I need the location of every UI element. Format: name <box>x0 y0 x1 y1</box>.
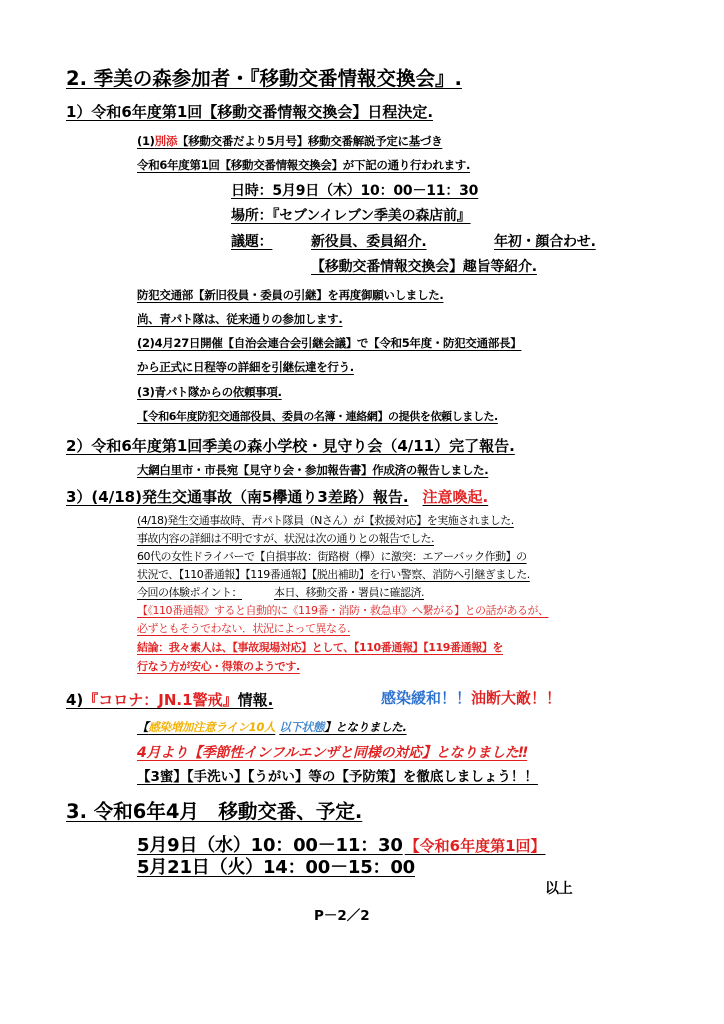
bracket-close: 】となりました. <box>324 720 407 734</box>
subsection2-line1: 大網白里市・市長宛【見守り会・参加報告書】作成済の報告しました. <box>137 463 489 477</box>
accident-line2: 事故内容の詳細は不明ですが、状況は次の通りとの報告でした. <box>137 532 434 545</box>
meeting-date: 日時：5月9日（木）10：00－11：30 <box>231 183 479 199</box>
schedule-note-1: 【令和6年度第1回】 <box>404 837 546 855</box>
covid-line2: 4月より【季節性インフルエンザと同様の対応】となりました‼ <box>137 745 528 761</box>
accident-line4: 状況で、【110番通報】【119番通報】【脱出補助】を行い警察、消防へ引継ぎました. <box>137 568 530 581</box>
accident-conclusion-2: 行なう方が安心・得策のようです. <box>137 660 300 673</box>
agenda-item-1: 新役員、委員紹介. <box>311 234 427 250</box>
subsection1-line1 <box>137 135 442 148</box>
closing-text: 以上 <box>545 881 573 897</box>
heading-rest: 情報. <box>237 691 274 709</box>
subsection1-line6: から正式に日程等の詳細を引継伝達を行う. <box>137 360 354 374</box>
confirmed-note: 本日、移動交番・署員に確認済. <box>274 586 424 599</box>
infection-easing: 感染緩和！！ <box>381 689 472 707</box>
heading-prefix: 4) <box>66 691 84 709</box>
section3-title: 3. 令和6年4月 移動交番、予定. <box>66 800 363 823</box>
schedule-date-1: 5月9日（水）10：00－11：30 <box>137 835 403 856</box>
schedule-item-2: 5月21日（火）14：00－15：00 <box>137 857 415 878</box>
subsection1-line8: 【令和6年度防犯交通部役員、委員の名簿・連絡網】の提供を依頼しました. <box>137 410 498 423</box>
subsection1-heading: 1）令和6年度第1回【移動交番情報交換会】日程決定. <box>66 103 434 121</box>
bracket-open: 【 <box>137 720 149 734</box>
accident-heading: 3）(4/18)発生交通事故（南5欅通り3差路）報告. <box>66 488 409 506</box>
covid-warning: 『コロナ：JN.1警戒』 <box>83 691 238 709</box>
infection-notice <box>381 690 561 707</box>
page-number: P－2／2 <box>314 908 370 924</box>
stay-alert: 油断大敵！！ <box>471 689 562 707</box>
accident-line1: (4/18)発生交通事故時、青パト隊員（Nさん）が【救援対応】を実施されました. <box>137 514 514 527</box>
below-level-label: 以下状態 <box>279 720 325 734</box>
accident-line6: 【《110番通報》すると自動的に《119番・消防・救急車》へ繋がる】との話があるが、 <box>137 604 549 617</box>
covid-line3: 【3蜜】【手洗い】【うがい】等の【予防策】を徹底しましょう！！ <box>137 769 538 785</box>
subsection1-line3: 防犯交通部【新旧役員・委員の引継】を再度御願いしました. <box>137 288 444 302</box>
subsection3-heading <box>66 489 488 506</box>
covid-line1 <box>137 721 407 734</box>
agenda-item-3: 【移動交番情報交換会】趣旨等紹介. <box>311 259 537 275</box>
line1-prefix: (1) <box>137 134 155 148</box>
schedule-item-1 <box>137 836 546 857</box>
subsection2-heading: 2）令和6年度第1回季美の森小学校・見守り会（4/11）完了報告. <box>66 437 515 455</box>
experience-point: 今回の体験ポイント： <box>137 586 242 599</box>
subsection4-heading <box>66 692 273 709</box>
attachment-label: 別添 <box>154 134 178 148</box>
subsection1-line7: (3)青パト隊からの依頼事項. <box>137 385 282 399</box>
subsection1-line2: 令和6年度第1回【移動交番情報交換会】が下記の通り行われます. <box>137 158 471 172</box>
agenda-label: 議題： <box>231 234 273 250</box>
accident-line3: 60代の女性ドライバーで【自損事故：街路樹（欅）に激突：エアーバック作動】の <box>137 550 527 563</box>
agenda-item-2: 年初・顔合わせ. <box>494 234 596 250</box>
section2-title: 2. 季美の森参加者・『移動交番情報交換会』. <box>66 67 462 90</box>
subsection1-line5: (2)4月27日開催【自治会連合会引継会議】で【令和5年度・防犯交通部長】 <box>137 336 522 350</box>
subsection1-line4: 尚、青パト隊は、従来通りの参加します. <box>137 312 343 326</box>
infection-line-label: 感染増加注意ライン10人 <box>148 720 276 734</box>
accident-line7: 必ずともそうでわない．状況によって異なる. <box>137 622 350 635</box>
accident-line5 <box>137 587 424 600</box>
caution-label: 注意喚起. <box>422 488 489 506</box>
line1-rest: 【移動交番だより5月号】移動交番解説予定に基づき <box>177 134 443 148</box>
accident-conclusion-1: 結論：我々素人は、【事故現場対応】として、【110番通報】【119番通報】を <box>137 641 504 654</box>
meeting-place: 場所：『セブンイレブン季美の森店前』 <box>231 208 471 224</box>
